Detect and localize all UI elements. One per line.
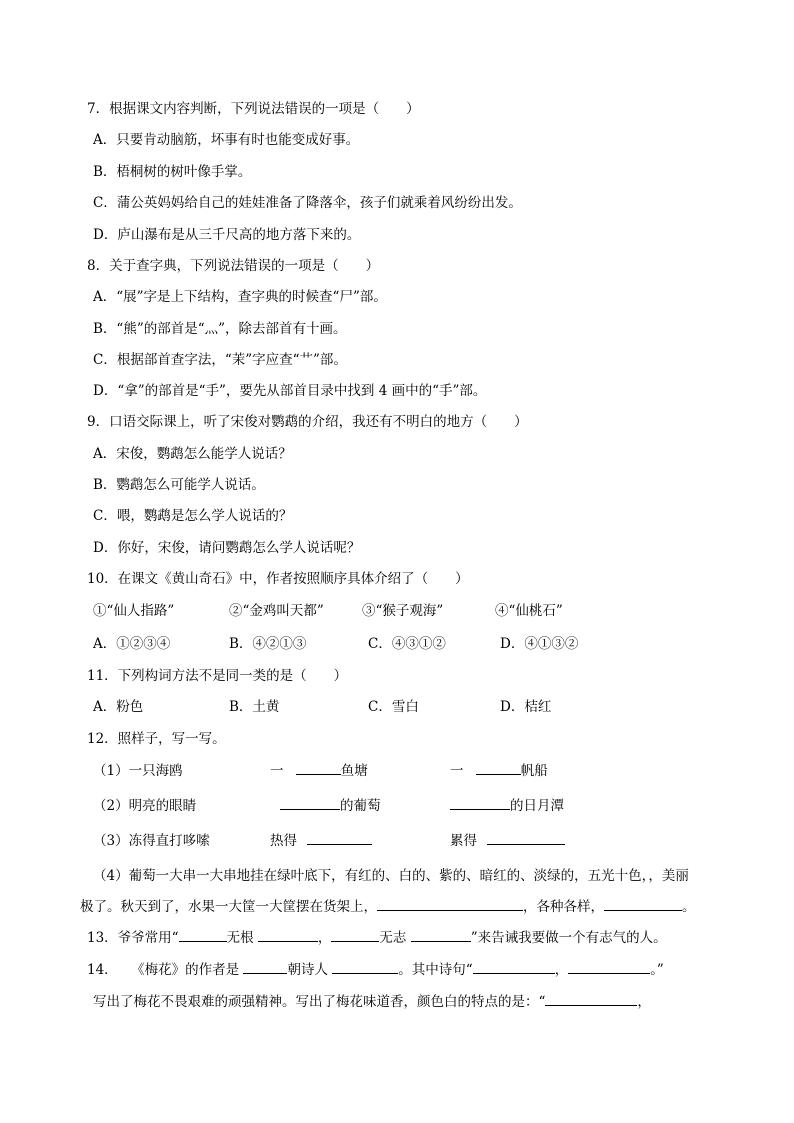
- q13-text-c: ，: [317, 930, 332, 946]
- q12-row1-item1-suffix: 鱼塘: [340, 763, 368, 779]
- q14-text-a: 14． 《梅花》的作者是: [87, 962, 240, 978]
- q11-option-d: D．桔红: [500, 699, 552, 715]
- q12-row4-text-c: 。: [682, 899, 696, 915]
- q13-blank2[interactable]: [258, 929, 318, 942]
- question-9-stem: 9．口语交际课上，听了宋俊对鹦鹉的介绍，我还有不明白的地方（ ）: [87, 414, 528, 430]
- q14-text-c: 。其中诗句“: [398, 962, 473, 978]
- q11-option-a: A．粉色: [93, 699, 144, 715]
- q13-text-d: 无志: [379, 930, 407, 946]
- q10-item-4: ④“仙桃石”: [495, 603, 563, 619]
- question-13: [87, 929, 667, 947]
- q12-row3-item1-prefix: 热得: [270, 833, 297, 849]
- q8-option-d: D．“拿”的部首是“手”，要先从部首目录中找到 4 画中的“手”部。: [93, 383, 487, 399]
- q13-text-a: 13．爷爷常用“: [87, 930, 179, 946]
- q12-row3-item2: [450, 832, 565, 850]
- q13-text-b: 无根: [226, 930, 254, 946]
- q8-option-a: A．“展”字是上下结构，查字典的时候查“尸”部。: [93, 289, 387, 305]
- q14-text-d: ，: [554, 962, 569, 978]
- q14-blank1[interactable]: [243, 961, 287, 974]
- question-12-stem: 12．照样子，写一写。: [87, 731, 226, 747]
- q10-option-d: D．④①③②: [500, 636, 579, 652]
- q12-row1-item1: [270, 762, 368, 780]
- q10-option-a: A．①②③④: [93, 636, 171, 652]
- q12-row3-example: （3）冻得直打哆嗦: [93, 833, 210, 849]
- q11-option-b: B．土黄: [229, 699, 280, 715]
- q12-row1-item2-suffix: 帆船: [520, 763, 548, 779]
- q12-row3-item2-prefix: 累得: [450, 833, 477, 849]
- q12-row4-blank1[interactable]: [377, 898, 523, 911]
- q14-text-b: 朝诗人: [287, 962, 328, 978]
- q12-row1-item1-prefix: 一: [270, 763, 284, 779]
- q10-item-2: ②“金鸡叫天都”: [229, 603, 324, 619]
- q10-option-c: C．④③①②: [368, 636, 446, 652]
- q14-blank3[interactable]: [473, 961, 555, 974]
- q13-text-e: ”来告诫我要做一个有志气的人。: [470, 930, 667, 946]
- q8-option-c: C．根据部首查字法，“茉”字应查“艹”部。: [93, 352, 347, 368]
- question-11-stem: 11．下列构词方法不是同一类的是（ ）: [87, 668, 348, 684]
- q12-row2-item2: [450, 797, 564, 815]
- question-10-stem: 10．在课文《黄山奇石》中，作者按照顺序具体介绍了（ ）: [87, 571, 469, 587]
- q14-text-e: 。”: [650, 962, 664, 978]
- q10-option-b: B．④②①③: [229, 636, 307, 652]
- q12-row2-item1-suffix: 的葡萄: [340, 798, 381, 814]
- q9-option-d: D．你好，宋俊，请问鹦鹉怎么学人说话呢？: [93, 540, 361, 556]
- q14-text-g: ，: [637, 994, 651, 1010]
- q13-blank4[interactable]: [411, 929, 471, 942]
- q8-option-b: B．“熊”的部首是“灬”，除去部首有十画。: [93, 321, 347, 337]
- q7-option-d: D．庐山瀑布是从三千尺高的地方落下来的。: [93, 227, 361, 243]
- q12-row2-blank2[interactable]: [450, 797, 510, 810]
- q12-row2-blank1[interactable]: [280, 797, 340, 810]
- q7-option-c: C．蒲公英妈妈给自己的娃娃准备了降落伞，孩子们就乘着风纷纷出发。: [93, 195, 522, 211]
- q12-row3-item1: [270, 832, 372, 850]
- q12-row3-blank1[interactable]: [307, 832, 372, 845]
- q12-row4-text-b: ，各种各样，: [523, 899, 604, 915]
- q12-row1-example: （1）一只海鸥: [93, 763, 183, 779]
- q12-row1-blank2[interactable]: [476, 762, 521, 775]
- q12-row1-item2: [450, 762, 548, 780]
- q14-blank5[interactable]: [545, 993, 637, 1006]
- q7-option-b: B．梧桐树的树叶像手掌。: [93, 164, 252, 180]
- q7-option-a: A．只要肯动脑筋，坏事有时也能变成好事。: [93, 132, 360, 148]
- q13-blank1[interactable]: [179, 929, 227, 942]
- q10-item-1: ①“仙人指路”: [93, 603, 175, 619]
- q9-option-b: B．鹦鹉怎么可能学人说话。: [93, 477, 265, 493]
- q12-row1-item2-prefix: 一: [450, 763, 464, 779]
- q13-blank3[interactable]: [331, 929, 379, 942]
- q14-text-f: 写出了梅花不畏艰难的顽强精神。写出了梅花味道香，颜色白的特点的是：“: [93, 994, 546, 1010]
- question-14-line1: [87, 961, 664, 979]
- q12-row2-example: （2）明亮的眼睛: [93, 798, 197, 814]
- q12-row4-blank2[interactable]: [604, 898, 682, 911]
- q12-row2-item2-suffix: 的日月潭: [510, 798, 564, 814]
- q12-row4-line1: （4）葡萄一大串一大串地挂在绿叶底下，有红的、白的、紫的、暗红的、淡绿的，五光十色，，美丽: [93, 868, 689, 884]
- q14-blank4[interactable]: [568, 961, 650, 974]
- q12-row4-text-a: 极了。秋天到了，水果一大筐一大筐摆在货架上，: [80, 899, 377, 915]
- q12-row3-blank2[interactable]: [487, 832, 565, 845]
- question-8-stem: 8．关于查字典，下列说法错误的一项是（ ）: [87, 258, 380, 274]
- q9-option-c: C．喂，鹦鹉是怎么学人说话的？: [93, 508, 293, 524]
- q11-option-c: C．雪白: [368, 699, 419, 715]
- question-14-line2: [93, 993, 651, 1011]
- q12-row2-item1: [280, 797, 381, 815]
- q12-row4-line2: [80, 898, 696, 916]
- question-7-stem: 7．根据课文内容判断，下列说法错误的一项是（ ）: [87, 101, 420, 117]
- q9-option-a: A．宋俊，鹦鹉怎么能学人说话？: [93, 446, 292, 462]
- q10-item-3: ③“猴子观海”: [362, 603, 444, 619]
- q12-row1-blank1[interactable]: [296, 762, 341, 775]
- q14-blank2[interactable]: [332, 961, 398, 974]
